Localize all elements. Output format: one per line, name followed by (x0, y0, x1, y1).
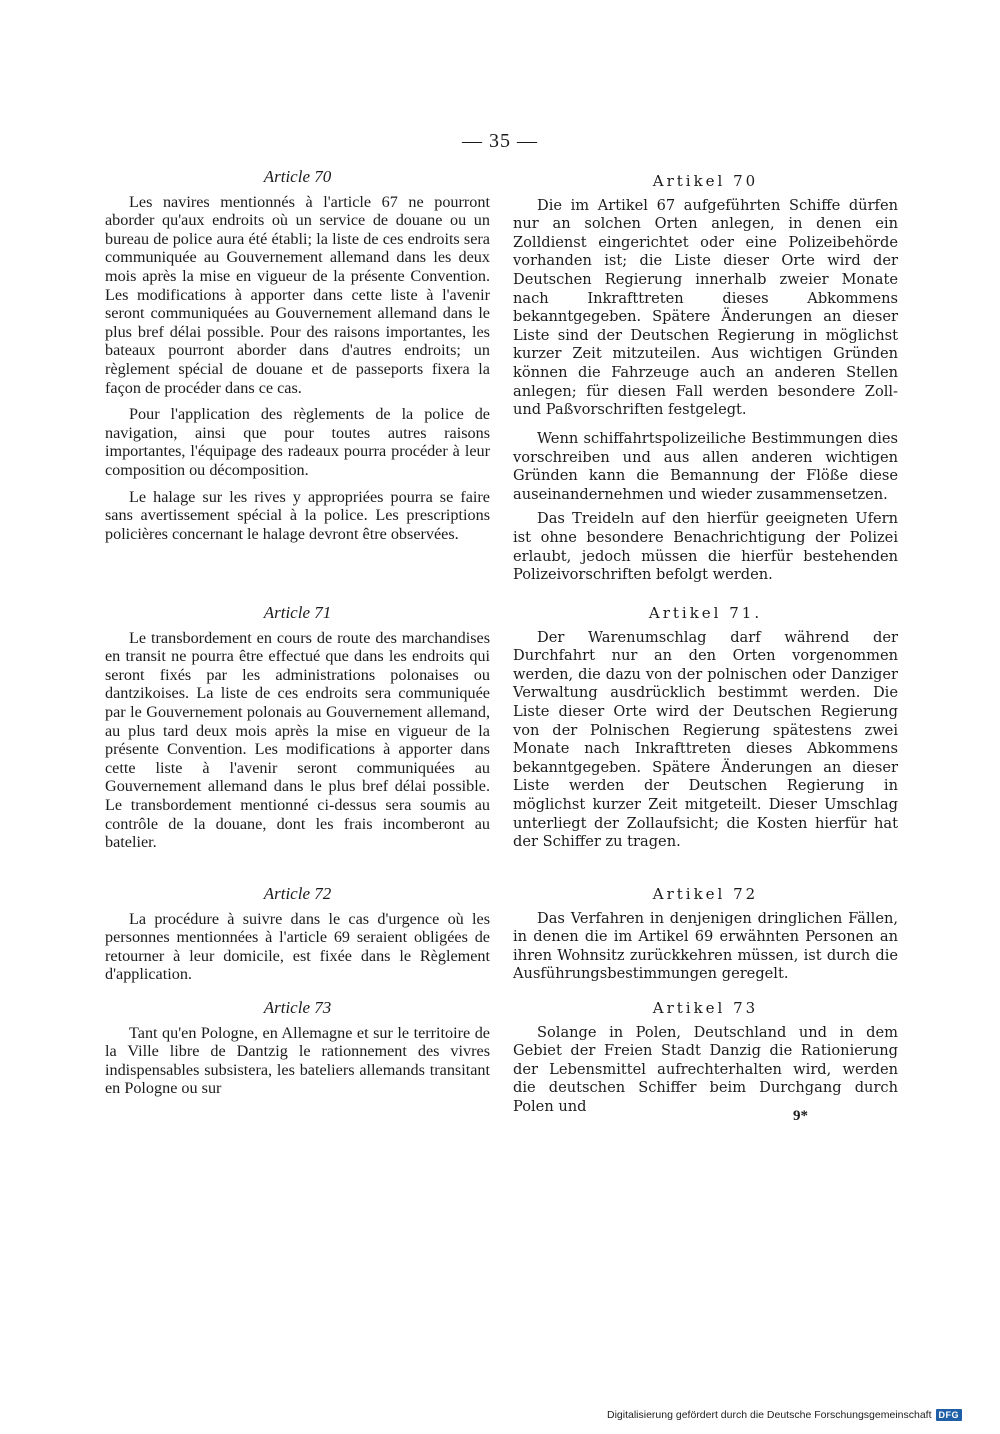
german-article-70-paragraph-1: Die im Artikel 67 aufgeführten Schiffe dürfen nur an solchen Orten anlegen, in denen ein Zolldienst eingerichtet oder eine Polizeibehörde vorhanden ist; die Liste dieser Orte wird der Deutschen Regierung innerhalb zweier Monate nach Inkrafttreten dieses Abkommens bekanntgegeben. Spätere Änderungen an dieser Liste sind der Deutschen Regierung in möglichst kurzer Zeit mitzuteilen. Aus wichtigen Gründen können die Fahrzeuge auch an anderen Stellen anlegen; für diesen Fall werden besondere Zoll- und Paßvorschriften festgelegt. (513, 196, 898, 419)
french-article-71-paragraph-1: Le transbordement en cours de route des marchandises en transit ne pourra être effectué que dans les endroits qui seront fixés par les administrations polonaises ou dantzikoises. La liste de ces endroits sera communiquée par le Gouvernement polonais au Gouvernement allemand, au plus tard deux mois après la mise en vigueur de la présente Convention. Les modifications à apporter dans cette liste à l'avenir seront communiquées au Gouvernement allemand dans le plus bref délai possible. Le transbordement mentionné ci-dessus sera soumis au contrôle de la douane, dont les frais incomberont au batelier. (105, 628, 490, 852)
german-article-71 (513, 604, 898, 852)
french-article-73-paragraph-1: Tant qu'en Pologne, en Allemagne et sur le territoire de la Ville libre de Dantzig le rationnement des vivres indispensables subsistera, les bateliers allemands transitant en Pologne ou sur (105, 1023, 490, 1098)
signature-mark: 9* (793, 1108, 808, 1124)
french-article-70-paragraph-3: Le halage sur les rives y appropriées pourra se faire sans avertissement spécial à la police. Les prescriptions policières concernant le halage devront être observées. (105, 487, 490, 543)
french-article-71 (105, 604, 490, 852)
german-article-70-paragraph-2: Wenn schiffahrtspolizeiliche Bestimmungen dies vorschreiben und aus allen anderen wichtigen Gründen kann die Bemannung der Flöße diese auseinandernehmen und wieder zusammensetzen. (513, 430, 898, 503)
german-article-73-paragraph-1: Solange in Polen, Deutschland und in dem Gebiet der Freien Stadt Danzig die Rationierung der Lebensmittel aufrechterhalten wird, werden die deutschen Schiffer beim Durchgang durch Polen und (513, 1023, 898, 1115)
french-article-70-paragraph-1: Les navires mentionnés à l'article 67 ne pourront aborder qu'aux endroits où un service de douane ou un bureau de police aura été établi; la liste de ces endroits sera communiquée au Gouvernement allemand dans les deux mois après la mise en vigueur de la présente Convention. Les modifications à apporter dans cette liste à l'avenir seront communiquées au Gouvernement allemand dans le plus bref délai possible. Pour des raisons importantes, les bateaux pourront aborder dans d'autres endroits; un règlement spécial de douane et de passeports fixera la façon de procéder dans ce cas. (105, 192, 490, 397)
german-article-71-paragraph-1: Der Warenumschlag darf während der Durchfahrt nur an den Orten vorgenommen werden, die dazu von der polnischen oder Danziger Verwaltung ausdrücklich bestimmt werden. Die Liste dieser Orte wird der Deutschen Regierung von der Polnischen Regierung spätestens zwei Monate nach Inkrafttreten dieses Abkommens bekanntgegeben. Spätere Änderungen an dieser Liste werden der Deutschen Regierung in möglichst kurzer Zeit mitgeteilt. Dieser Umschlag unterliegt der Zollaufsicht; die Kosten hierfür hat der Schiffer zu tragen. (513, 628, 898, 851)
german-article-73 (513, 999, 898, 1117)
german-article-70-heading: Artikel 70 (652, 172, 759, 190)
french-article-73 (105, 999, 490, 1098)
dfg-logo-icon: DFG (936, 1409, 963, 1421)
french-article-71-heading: Article 71 (263, 603, 332, 622)
french-article-70-paragraph-2: Pour l'application des règlements de la police de navigation, ainsi que pour toutes autres raisons importantes, l'équipage des radeaux pourra procéder à leur composition ou décomposition. (105, 405, 490, 479)
french-article-73-heading: Article 73 (263, 998, 332, 1017)
french-article-72-paragraph-1: La procédure à suivre dans le cas d'urgence où les personnes mentionnées à l'article 69 seraient obligées de retourner à leur domicile, est fixée dans le Règlement d'application. (105, 909, 490, 984)
page-number: — 35 — (462, 130, 538, 152)
german-article-70 (513, 172, 898, 420)
german-article-70-continued (513, 430, 898, 585)
german-article-73-heading: Artikel 73 (652, 999, 759, 1017)
german-article-72-heading: Artikel 72 (652, 885, 759, 903)
german-article-72-paragraph-1: Das Verfahren in denjenigen dringlichen Fällen, in denen die im Artikel 69 erwähnten Personen an ihren Wohnsitz zurückkehren müssen, ist durch die Ausführungsbestimmungen geregelt. (513, 909, 898, 983)
french-article-70 (105, 168, 490, 543)
german-article-71-heading: Artikel 71. (648, 604, 763, 622)
credit-text: Digitalisierung gefördert durch die Deutsche Forschungsgemeinschaft (607, 1409, 932, 1421)
french-article-72 (105, 885, 490, 984)
german-article-72 (513, 885, 898, 984)
french-article-70-heading: Article 70 (263, 167, 332, 186)
french-article-72-heading: Article 72 (263, 884, 332, 903)
digitization-credit (607, 1409, 962, 1421)
german-article-70-paragraph-3: Das Treideln auf den hierfür geeigneten Ufern ist ohne besondere Benachrichtigung der Polizei erlaubt, jedoch müssen die hierfür bestehenden Polizeivorschriften befolgt werden. (513, 510, 898, 584)
